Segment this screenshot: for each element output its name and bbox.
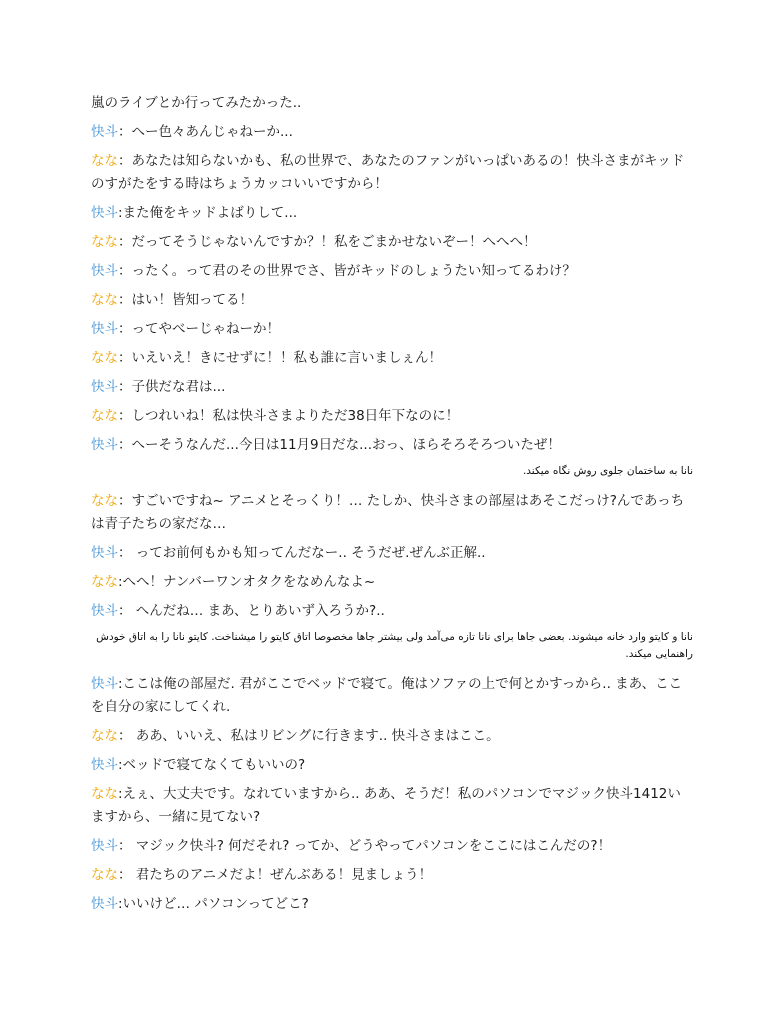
dialogue-line xyxy=(91,571,691,594)
speaker-name: なな xyxy=(91,728,118,744)
dialogue-line xyxy=(91,92,691,115)
speaker-name: なな xyxy=(91,574,118,590)
dialogue-line xyxy=(91,231,691,254)
dialogue-text: ： へんだね… まあ、とりあいず入ろうか?.. xyxy=(118,603,385,619)
dialogue-text: ：へー色々あんじゃねーか... xyxy=(118,124,293,140)
dialogue-line xyxy=(91,318,691,341)
dialogue-text: 嵐のライブとか行ってみたかった.. xyxy=(91,95,302,111)
dialogue-line xyxy=(91,600,691,623)
dialogue-line xyxy=(91,202,691,225)
speaker-name: なな xyxy=(91,350,118,366)
dialogue-text: :ここは俺の部屋だ. 君がここでベッドで寝て。俺はソファの上で何とかすっから.. まあ、ここを自分の家にしてくれ. xyxy=(91,676,683,715)
speaker-name: なな xyxy=(91,153,118,169)
dialogue-text: ：いえいえ！きにせずに！！私も誰に言いましぇん！ xyxy=(118,350,442,366)
dialogue-text: :へへ！ナンバーワンオタクをなめんなよ~ xyxy=(118,574,376,590)
dialogue-line xyxy=(91,150,691,196)
dialogue-line xyxy=(91,864,691,887)
dialogue-line xyxy=(91,893,691,916)
dialogue-line xyxy=(91,835,691,858)
dialogue-text: ：あなたは知らないかも、私の世界で、あなたのファンがいっぱいあるの！快斗さまがキッドのすがたをする時はちょうカッコいいですから！ xyxy=(91,153,685,192)
speaker-name: なな xyxy=(91,292,118,308)
dialogue-text: ： マジック快斗? 何だそれ? ってか、どうやってパソコンをここにはこんだの?！ xyxy=(118,838,612,854)
dialogue-text: ： 君たちのアニメだよ！ぜんぶある！見ましょう！ xyxy=(118,867,433,883)
dialogue-line xyxy=(91,289,691,312)
dialogue-line xyxy=(91,783,691,829)
dialogue-line xyxy=(91,347,691,370)
speaker-name: 快斗 xyxy=(91,263,118,279)
dialogue-text: ： ああ、いいえ、私はリビングに行きます.. 快斗さまはここ。 xyxy=(118,728,500,744)
dialogue-line xyxy=(91,376,691,399)
speaker-name: なな xyxy=(91,408,118,424)
dialogue-text: ：ったく。って君のその世界でさ、皆がキッドのしょうたい知ってるわけ？ xyxy=(118,263,576,279)
dialogue-line xyxy=(91,542,691,565)
dialogue-text: ：はい！皆知ってる！ xyxy=(118,292,253,308)
speaker-name: 快斗 xyxy=(91,205,118,221)
dialogue-text: :えぇ、大丈夫です。なれていますから.. ああ、そうだ！私のパソコンでマジック快斗1412いますから、一緒に見てない? xyxy=(91,786,681,825)
dialogue-text: ：ってやべーじゃねーか！ xyxy=(118,321,280,337)
dialogue-line xyxy=(91,121,691,144)
speaker-name: なな xyxy=(91,786,118,802)
dialogue-text: :いいけど… パソコンってどこ? xyxy=(118,896,309,912)
speaker-name: 快斗 xyxy=(91,603,118,619)
dialogue-line xyxy=(91,434,691,457)
dialogue-line xyxy=(91,754,691,777)
speaker-name: 快斗 xyxy=(91,896,118,912)
dialogue-text: :また俺をキッドよばりして... xyxy=(118,205,298,221)
dialogue-line xyxy=(91,490,691,536)
speaker-name: なな xyxy=(91,234,118,250)
dialogue-line xyxy=(91,673,691,719)
dialogue-text: ：へーそうなんだ...今日は11月9日だな...おっ、ほらそろそろついたぜ！ xyxy=(118,437,561,453)
dialogue-content xyxy=(91,92,691,922)
persian-narration: نانا به ساختمان جلوی روش نگاه میکند. xyxy=(522,465,693,477)
dialogue-line xyxy=(91,725,691,748)
dialogue-text: ：しつれいね！私は快斗さまよりただ38日年下なのに！ xyxy=(118,408,460,424)
persian-narration: نانا و کایتو وارد خانه میشوند. بعضی جاها برای نانا تازه می‌آمد ولی بیشتر جاها مخصوصا اتاق کایتو را میشناخت. کایتو نانا را به اتاق خودش راهنمایی میکند. xyxy=(96,631,693,660)
dialogue-text: :ベッドで寝てなくてもいいの? xyxy=(118,757,306,773)
dialogue-line xyxy=(91,405,691,428)
speaker-name: 快斗 xyxy=(91,545,118,561)
speaker-name: 快斗 xyxy=(91,124,118,140)
speaker-name: 快斗 xyxy=(91,676,118,692)
speaker-name: 快斗 xyxy=(91,757,118,773)
speaker-name: 快斗 xyxy=(91,437,118,453)
dialogue-text: ： ってお前何もかも知ってんだなー.. そうだぜ.ぜんぶ正解.. xyxy=(118,545,486,561)
speaker-name: なな xyxy=(91,867,118,883)
dialogue-text: ：子供だな君は... xyxy=(118,379,226,395)
dialogue-text: ：だってそうじゃないんですか？！私をごまかせないぞー！へへへ！ xyxy=(118,234,537,250)
speaker-name: 快斗 xyxy=(91,321,118,337)
dialogue-line xyxy=(91,260,691,283)
speaker-name: 快斗 xyxy=(91,838,118,854)
speaker-name: なな xyxy=(91,493,118,509)
dialogue-text: ：すごいですね~ アニメとそっくり！… たしか、快斗さまの部屋はあそこだっけ?んであっちは青子たちの家だな… xyxy=(91,493,685,532)
speaker-name: 快斗 xyxy=(91,379,118,395)
